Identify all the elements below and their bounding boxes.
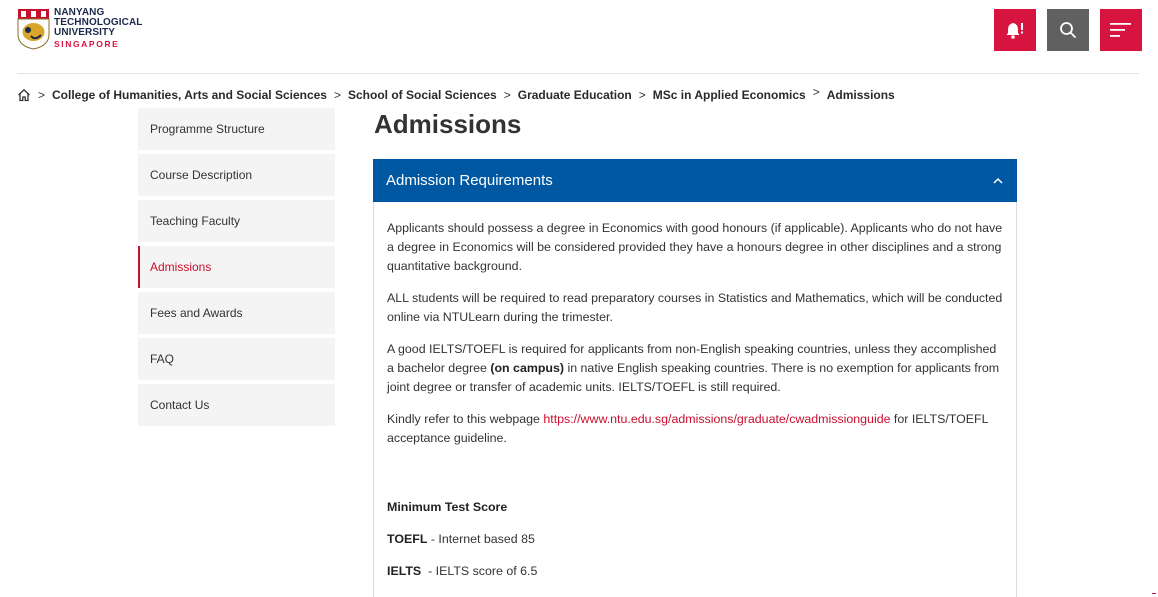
toefl-score: TOEFL - Internet based 85 bbox=[387, 532, 535, 546]
logo-text-nanyang: NANYANG bbox=[54, 7, 105, 18]
search-icon bbox=[1059, 21, 1077, 39]
header-divider bbox=[17, 73, 1139, 74]
breadcrumb-school[interactable]: School of Social Sciences bbox=[348, 88, 497, 102]
ntu-crest-icon bbox=[17, 8, 50, 50]
accordion-title: Admission Requirements bbox=[386, 172, 553, 189]
search-button[interactable] bbox=[1047, 9, 1089, 51]
sidebar-item-faq[interactable]: FAQ bbox=[138, 338, 335, 380]
logo-text-singapore: SINGAPORE bbox=[54, 39, 120, 49]
sidebar-item-admissions[interactable]: Admissions bbox=[138, 246, 335, 288]
page-title: Admissions bbox=[374, 109, 522, 139]
scroll-indicator bbox=[1152, 593, 1156, 594]
breadcrumb-separator: > bbox=[503, 88, 511, 102]
breadcrumb-separator: > bbox=[812, 85, 820, 99]
logo-text-university: UNIVERSITY bbox=[54, 27, 116, 38]
accordion-body bbox=[373, 202, 1017, 597]
chevron-up-icon bbox=[991, 174, 1005, 188]
logo-text-technological: TECHNOLOGICAL bbox=[54, 17, 143, 28]
menu-button[interactable] bbox=[1100, 9, 1142, 51]
sidebar-item-fees-and-awards[interactable]: Fees and Awards bbox=[138, 292, 335, 334]
breadcrumb-graduate-education[interactable]: Graduate Education bbox=[517, 88, 632, 102]
sidebar-nav bbox=[138, 108, 335, 430]
menu-icon bbox=[1110, 21, 1132, 39]
breadcrumb-college[interactable]: College of Humanities, Arts and Social Sciences bbox=[52, 88, 327, 102]
admission-guide-link[interactable]: https://www.ntu.edu.sg/admissions/graduate/cwadmissionguide bbox=[543, 412, 891, 426]
accordion-header-admission-requirements[interactable] bbox=[373, 159, 1017, 202]
requirement-paragraph-ielts-toefl: A good IELTS/TOEFL is required for applicants from non-English speaking countries, unless they accomplished a bachelor degree (on campus) in native English speaking countries. There is no exemption for applicants from joint degree or transfer of academic units. IELTS/TOEFL is still required. bbox=[387, 342, 1000, 394]
bell-alert-icon bbox=[1005, 20, 1025, 40]
home-icon[interactable] bbox=[17, 88, 31, 102]
breadcrumb-separator: > bbox=[333, 88, 341, 102]
min-test-score-heading: Minimum Test Score bbox=[387, 500, 508, 514]
requirement-paragraph-degree: Applicants should possess a degree in Economics with good honours (if applicable). Applicants who do not have a degree in Economics will be considered provided they have a honours degree in other disciplines and a strong quantitative background. bbox=[387, 221, 1003, 273]
sidebar-item-programme-structure[interactable]: Programme Structure bbox=[138, 108, 335, 150]
breadcrumb bbox=[17, 86, 895, 104]
breadcrumb-admissions: Admissions bbox=[826, 88, 895, 102]
breadcrumb-separator: > bbox=[38, 88, 46, 102]
sidebar-item-course-description[interactable]: Course Description bbox=[138, 154, 335, 196]
sidebar-item-teaching-faculty[interactable]: Teaching Faculty bbox=[138, 200, 335, 242]
sidebar-item-contact-us[interactable]: Contact Us bbox=[138, 384, 335, 426]
requirement-paragraph-webpage: Kindly refer to this webpage https://www.ntu.edu.sg/admissions/graduate/cwadmissionguide for IELTS/TOEFL acceptance guideline. bbox=[387, 412, 989, 445]
ielts-score: IELTS - IELTS score of 6.5 bbox=[387, 564, 538, 578]
breadcrumb-separator: > bbox=[638, 88, 646, 102]
on-campus-emphasis: (on campus) bbox=[490, 361, 565, 375]
ntu-logo[interactable] bbox=[17, 8, 143, 50]
breadcrumb-msc-applied-economics[interactable]: MSc in Applied Economics bbox=[652, 88, 806, 102]
notifications-button[interactable] bbox=[994, 9, 1036, 51]
site-header bbox=[0, 0, 1158, 74]
requirement-paragraph-preparatory: ALL students will be required to read preparatory courses in Statistics and Mathematics, which will be conducted online via NTULearn during the trimester. bbox=[387, 291, 1003, 324]
